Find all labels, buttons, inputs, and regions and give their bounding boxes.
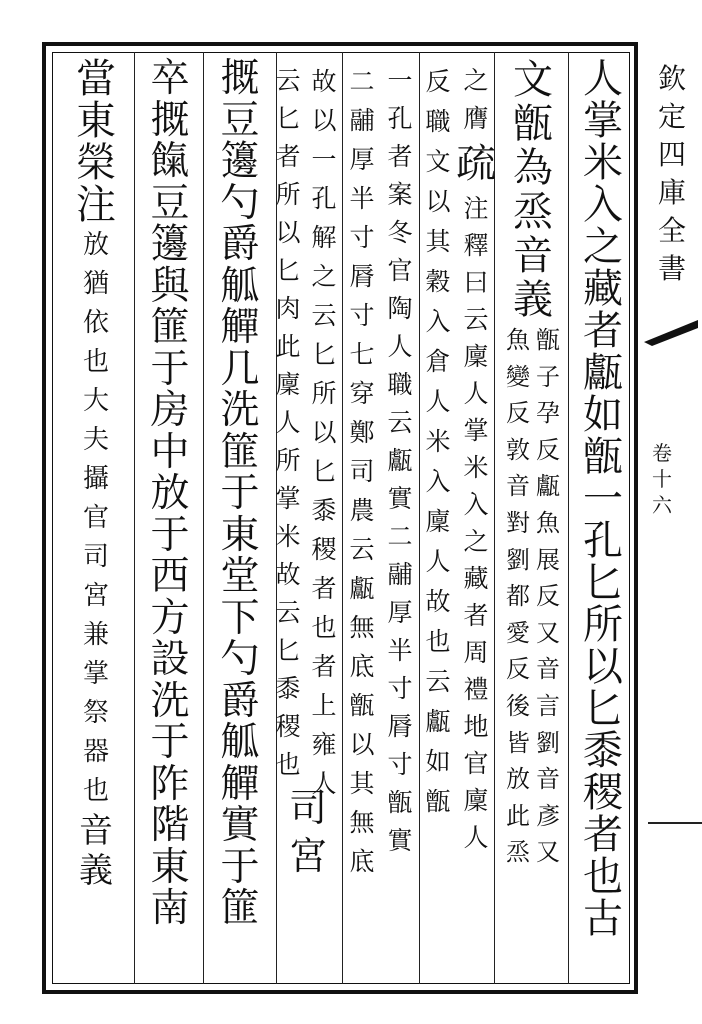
glyph: 音	[536, 765, 560, 794]
glyph: 一	[583, 476, 623, 522]
glyph: 如	[583, 392, 623, 438]
glyph: 東	[220, 512, 260, 558]
glyph: 匕	[583, 686, 623, 732]
glyph: 之	[311, 262, 337, 291]
glyph: 于	[220, 471, 260, 516]
glyph: 米	[463, 453, 489, 482]
glyph: 音	[506, 472, 530, 501]
glyph: 注	[463, 194, 489, 223]
glyph: 卒	[150, 56, 190, 101]
glyph: 匕	[311, 457, 337, 486]
glyph: 與	[150, 263, 190, 309]
glyph: 此	[506, 801, 530, 830]
glyph: 魚	[506, 326, 530, 354]
glyph: 周	[463, 638, 489, 667]
glyph: 籩	[220, 139, 260, 184]
glyph: 鄭	[349, 418, 375, 447]
glyph: 掌	[583, 98, 623, 144]
glyph: 其	[349, 769, 375, 798]
glyph: 米	[425, 427, 451, 456]
glyph: 地	[463, 712, 489, 741]
glyph: 者	[311, 652, 337, 681]
text-column-4	[420, 62, 456, 822]
glyph: 洗	[150, 678, 190, 724]
glyph: 摡	[220, 56, 260, 101]
column-rule	[342, 52, 343, 984]
glyph: 甗	[349, 574, 375, 603]
glyph: 半	[387, 636, 413, 665]
glyph: 四	[657, 138, 686, 171]
fishtail-mark	[640, 318, 702, 348]
glyph: 者	[463, 601, 489, 630]
glyph: 敦	[506, 435, 530, 464]
glyph: 者	[387, 142, 413, 171]
glyph: 司	[349, 457, 375, 486]
glyph: 無	[349, 613, 375, 642]
glyph: 人	[463, 379, 489, 408]
glyph: 孔	[583, 518, 623, 564]
glyph: 六	[652, 493, 672, 517]
glyph: 底	[349, 652, 375, 681]
glyph: 穀	[425, 267, 451, 296]
glyph: 方	[150, 595, 190, 641]
glyph: 几	[220, 346, 260, 392]
glyph: 文	[513, 57, 553, 103]
glyph: 陶	[387, 294, 413, 323]
glyph: 故	[425, 587, 451, 616]
glyph: 觚	[220, 263, 260, 309]
glyph: 南	[150, 886, 190, 931]
glyph: 故	[275, 560, 301, 589]
glyph: 之	[463, 66, 489, 95]
glyph: 云	[463, 305, 489, 334]
glyph: 夫	[82, 425, 109, 455]
glyph: 膺	[463, 104, 489, 133]
glyph: 東	[150, 844, 190, 890]
glyph: 卷	[652, 441, 672, 465]
glyph: 文	[425, 147, 451, 176]
glyph: 匕	[311, 340, 337, 369]
glyph: 司	[289, 786, 328, 830]
glyph: 攝	[82, 464, 109, 494]
glyph: 之	[583, 224, 623, 270]
glyph: 寸	[349, 223, 375, 252]
glyph: 以	[583, 644, 623, 690]
glyph: 黍	[275, 674, 301, 703]
glyph: 案	[387, 180, 413, 209]
glyph: 兼	[82, 620, 109, 650]
glyph: 冬	[387, 218, 413, 247]
glyph: 劉	[506, 545, 530, 574]
glyph: 東	[76, 98, 116, 144]
glyph: 云	[349, 535, 375, 564]
glyph: 半	[349, 184, 375, 213]
glyph: 甗	[387, 446, 413, 475]
glyph: 孔	[387, 104, 413, 133]
glyph: 階	[150, 803, 190, 848]
glyph: 七	[349, 340, 375, 369]
glyph: 全	[657, 214, 686, 247]
glyph: 所	[275, 446, 301, 475]
glyph: 當	[76, 56, 116, 102]
glyph: 上	[311, 691, 337, 720]
text-column-6	[344, 62, 380, 881]
glyph: 餼	[150, 139, 190, 184]
glyph: 脣	[349, 262, 375, 291]
glyph: 官	[82, 503, 109, 533]
glyph: 宮	[289, 834, 328, 878]
glyph: 此	[275, 332, 301, 361]
text-column-8	[270, 62, 328, 880]
glyph: 黍	[583, 728, 623, 774]
glyph: 官	[463, 749, 489, 778]
glyph: 所	[311, 379, 337, 408]
glyph: 于	[150, 346, 190, 392]
glyph: 觶	[220, 305, 260, 350]
glyph: 藏	[583, 266, 623, 312]
text-column-1	[574, 58, 632, 940]
glyph: 人	[275, 408, 301, 437]
glyph: 音	[79, 811, 113, 851]
column-rule	[568, 52, 569, 984]
text-column-9	[208, 58, 272, 930]
glyph: 甑	[349, 691, 375, 720]
glyph: 以	[349, 730, 375, 759]
glyph: 猶	[82, 269, 109, 299]
glyph: 雍	[311, 730, 337, 759]
glyph: 彥	[536, 801, 560, 830]
glyph: 榮	[76, 140, 116, 186]
glyph: 勺	[220, 637, 260, 682]
glyph: 書	[657, 252, 686, 285]
glyph: 農	[349, 496, 375, 525]
glyph: 肉	[275, 294, 301, 323]
glyph: 設	[150, 637, 190, 682]
glyph: 所	[275, 180, 301, 209]
glyph: 言	[536, 691, 560, 720]
glyph: 云	[387, 408, 413, 437]
glyph: 篚	[220, 886, 260, 931]
glyph: 甑	[387, 788, 413, 817]
glyph: 如	[425, 747, 451, 776]
glyph: 底	[349, 847, 375, 876]
glyph: 觚	[220, 720, 260, 765]
glyph: 鬴	[387, 560, 413, 589]
glyph: 者	[311, 574, 337, 603]
glyph: 稷	[583, 770, 623, 816]
text-column-2	[500, 58, 566, 871]
glyph: 祭	[82, 698, 109, 728]
glyph: 稷	[311, 535, 337, 564]
glyph: 寸	[387, 674, 413, 703]
glyph: 放	[82, 230, 109, 260]
glyph: 器	[82, 737, 109, 767]
text-column-5	[382, 62, 418, 860]
glyph: 孔	[311, 184, 337, 213]
glyph: 一	[311, 145, 337, 174]
margin-rule	[648, 822, 702, 824]
glyph: 洗	[220, 388, 260, 433]
glyph: 無	[349, 808, 375, 837]
glyph: 脣	[387, 712, 413, 741]
glyph: 職	[387, 370, 413, 399]
glyph: 又	[536, 618, 560, 647]
glyph: 鬴	[349, 106, 375, 135]
glyph: 定	[657, 100, 686, 133]
glyph: 甑	[583, 434, 623, 480]
glyph: 庫	[657, 176, 686, 209]
text-column-3	[458, 62, 494, 856]
glyph: 爵	[220, 678, 260, 724]
glyph: 之	[463, 527, 489, 556]
glyph: 也	[275, 750, 301, 779]
glyph: 實	[387, 484, 413, 513]
glyph: 一	[387, 66, 413, 95]
glyph: 匕	[275, 256, 301, 285]
glyph: 所	[583, 602, 623, 648]
glyph: 以	[311, 106, 337, 135]
glyph: 反	[425, 67, 451, 96]
glyph: 二	[349, 67, 375, 96]
glyph: 魚	[536, 508, 560, 537]
glyph: 也	[425, 627, 451, 656]
glyph: 人	[425, 387, 451, 416]
glyph: 中	[150, 429, 190, 475]
glyph: 義	[79, 851, 113, 891]
glyph: 甑	[513, 101, 553, 147]
glyph: 後	[506, 691, 530, 720]
text-column-11	[60, 58, 132, 891]
glyph: 者	[275, 142, 301, 171]
glyph: 子	[536, 362, 560, 391]
book-title	[642, 60, 702, 288]
glyph: 又	[536, 838, 560, 867]
column-rule	[203, 52, 204, 984]
glyph: 以	[425, 187, 451, 216]
glyph: 解	[311, 223, 337, 252]
glyph: 二	[387, 522, 413, 551]
glyph: 人	[463, 823, 489, 852]
glyph: 西	[150, 554, 190, 599]
glyph: 愛	[506, 618, 530, 647]
glyph: 疏	[456, 141, 496, 187]
glyph: 展	[536, 545, 560, 574]
glyph: 甗	[536, 472, 560, 501]
glyph: 古	[583, 896, 623, 942]
glyph: 入	[425, 467, 451, 496]
glyph: 于	[150, 720, 190, 765]
glyph: 也	[82, 776, 109, 806]
glyph: 其	[425, 227, 451, 256]
glyph: 米	[275, 522, 301, 551]
glyph: 實	[387, 826, 413, 855]
glyph: 放	[150, 471, 190, 516]
glyph: 十	[652, 467, 672, 491]
text-column-10	[138, 58, 202, 930]
glyph: 爵	[220, 222, 260, 267]
glyph: 故	[311, 67, 337, 96]
glyph: 注	[76, 182, 116, 228]
glyph: 甗	[583, 350, 623, 396]
glyph: 以	[311, 418, 337, 447]
glyph: 篚	[150, 305, 190, 350]
column-rule	[134, 52, 135, 984]
glyph: 都	[506, 582, 530, 611]
glyph: 下	[220, 595, 260, 641]
glyph: 反	[506, 655, 530, 684]
glyph: 掌	[463, 416, 489, 445]
glyph: 入	[425, 307, 451, 336]
glyph: 職	[425, 107, 451, 136]
glyph: 大	[82, 386, 109, 416]
glyph: 廩	[463, 342, 489, 371]
glyph: 音	[513, 233, 553, 279]
glyph: 云	[275, 66, 301, 95]
glyph: 為	[513, 145, 553, 191]
glyph: 篚	[220, 429, 260, 475]
glyph: 稷	[275, 712, 301, 741]
glyph: 寸	[387, 750, 413, 779]
glyph: 放	[506, 765, 530, 794]
glyph: 官	[387, 256, 413, 285]
glyph: 反	[536, 435, 560, 464]
glyph: 掌	[82, 659, 109, 689]
glyph: 皆	[506, 728, 530, 757]
glyph: 依	[82, 308, 109, 338]
glyph: 人	[425, 547, 451, 576]
glyph: 廩	[463, 786, 489, 815]
glyph: 烝	[513, 189, 553, 235]
glyph: 劉	[536, 728, 560, 757]
glyph: 云	[275, 598, 301, 627]
glyph: 房	[150, 388, 190, 433]
glyph: 以	[275, 218, 301, 247]
glyph: 入	[583, 182, 623, 228]
glyph: 曰	[463, 268, 489, 297]
glyph: 變	[506, 362, 530, 391]
glyph: 實	[220, 803, 260, 848]
glyph: 豆	[220, 97, 260, 143]
glyph: 匕	[275, 636, 301, 665]
glyph: 音	[536, 655, 560, 684]
glyph: 也	[583, 854, 623, 900]
glyph: 烝	[506, 838, 530, 867]
glyph: 也	[82, 347, 109, 377]
glyph: 籩	[150, 222, 190, 267]
glyph: 云	[425, 667, 451, 696]
glyph: 義	[513, 277, 553, 323]
glyph: 入	[463, 490, 489, 519]
glyph: 人	[583, 56, 623, 102]
glyph: 也	[311, 613, 337, 642]
glyph: 司	[82, 542, 109, 572]
glyph: 對	[506, 508, 530, 537]
glyph: 人	[387, 332, 413, 361]
glyph: 穿	[349, 379, 375, 408]
glyph: 掌	[275, 484, 301, 513]
glyph: 于	[220, 844, 260, 890]
glyph: 厚	[349, 145, 375, 174]
glyph: 甑	[425, 787, 451, 816]
glyph: 勺	[220, 180, 260, 226]
glyph: 者	[583, 812, 623, 858]
glyph: 摡	[150, 97, 190, 143]
glyph: 寸	[349, 301, 375, 330]
glyph: 甑	[536, 326, 560, 354]
glyph: 米	[583, 140, 623, 186]
glyph: 觶	[220, 761, 260, 807]
glyph: 黍	[311, 496, 337, 525]
glyph: 阼	[150, 761, 190, 807]
glyph: 宮	[82, 581, 109, 611]
glyph: 堂	[220, 554, 260, 599]
glyph: 于	[150, 512, 190, 558]
glyph: 匕	[583, 560, 623, 606]
glyph: 欽	[657, 62, 686, 95]
glyph: 藏	[463, 564, 489, 593]
column-rule	[494, 52, 495, 984]
glyph: 厚	[387, 598, 413, 627]
juan-number	[642, 440, 682, 518]
glyph: 反	[506, 399, 530, 428]
glyph: 倉	[425, 347, 451, 376]
glyph: 廩	[425, 507, 451, 536]
glyph: 云	[311, 301, 337, 330]
glyph: 甗	[425, 707, 451, 736]
glyph: 廩	[275, 370, 301, 399]
glyph: 反	[536, 582, 560, 611]
glyph: 者	[583, 308, 623, 354]
glyph: 豆	[150, 180, 190, 226]
glyph: 人	[311, 769, 337, 798]
glyph: 匕	[275, 104, 301, 133]
text-column-7	[306, 62, 342, 803]
glyph: 孕	[536, 399, 560, 428]
glyph: 禮	[463, 675, 489, 704]
glyph: 釋	[463, 231, 489, 260]
